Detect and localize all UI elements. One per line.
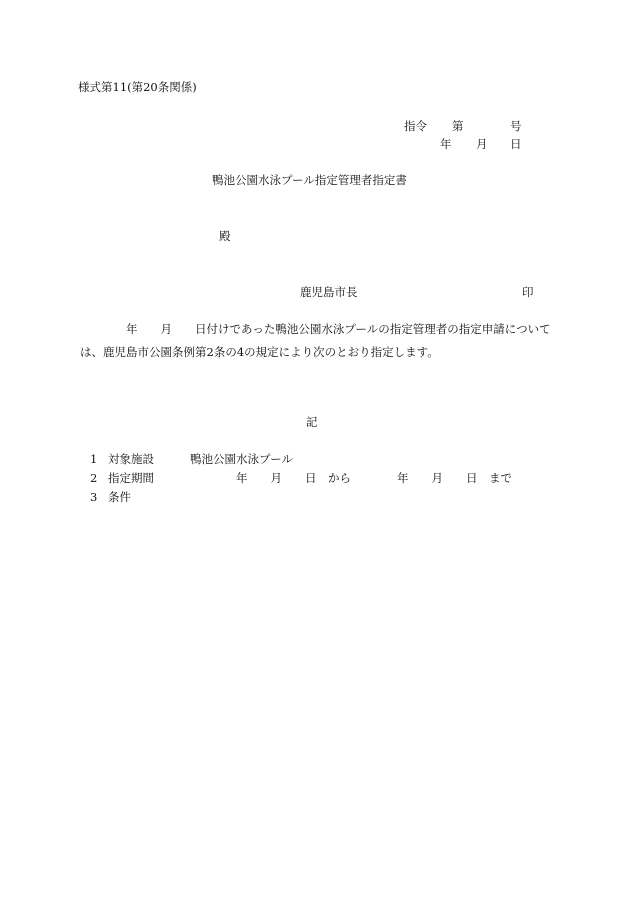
item-3-number: 3 xyxy=(90,490,98,504)
body-text: 年 月 日付けであった鴨池公園水泳プールの指定管理者の指定申請については、鹿児島市公園条例第2条の4の規定により次のとおり指定します。 xyxy=(80,322,551,359)
issuer-name: 鹿児島市長 xyxy=(300,285,358,299)
header-dai: 第 xyxy=(452,119,464,133)
header-date-month: 月 xyxy=(476,137,488,151)
header-go: 号 xyxy=(510,119,522,133)
header-shirei: 指令 xyxy=(404,119,427,133)
header-date-year: 年 xyxy=(440,137,452,151)
header-date-day: 日 xyxy=(510,137,522,151)
item-2-label: 指定期間 xyxy=(108,471,154,485)
body-paragraph xyxy=(80,318,554,364)
item-1-label: 対象施設 xyxy=(108,452,154,466)
issuer-seal: 印 xyxy=(522,285,534,299)
form-number: 様式第11(第20条関係) xyxy=(78,80,197,94)
item-1-number: 1 xyxy=(90,452,98,466)
ki-heading: 記 xyxy=(306,415,318,429)
document-title: 鴨池公園水泳プール指定管理者指定書 xyxy=(212,173,407,187)
item-3-label: 条件 xyxy=(108,490,131,504)
item-2-value: 年 月 日 から 年 月 日 まで xyxy=(236,471,512,485)
item-2-number: 2 xyxy=(90,471,98,485)
addressee-suffix: 殿 xyxy=(219,229,231,243)
item-1-value: 鴨池公園水泳プール xyxy=(190,452,293,466)
